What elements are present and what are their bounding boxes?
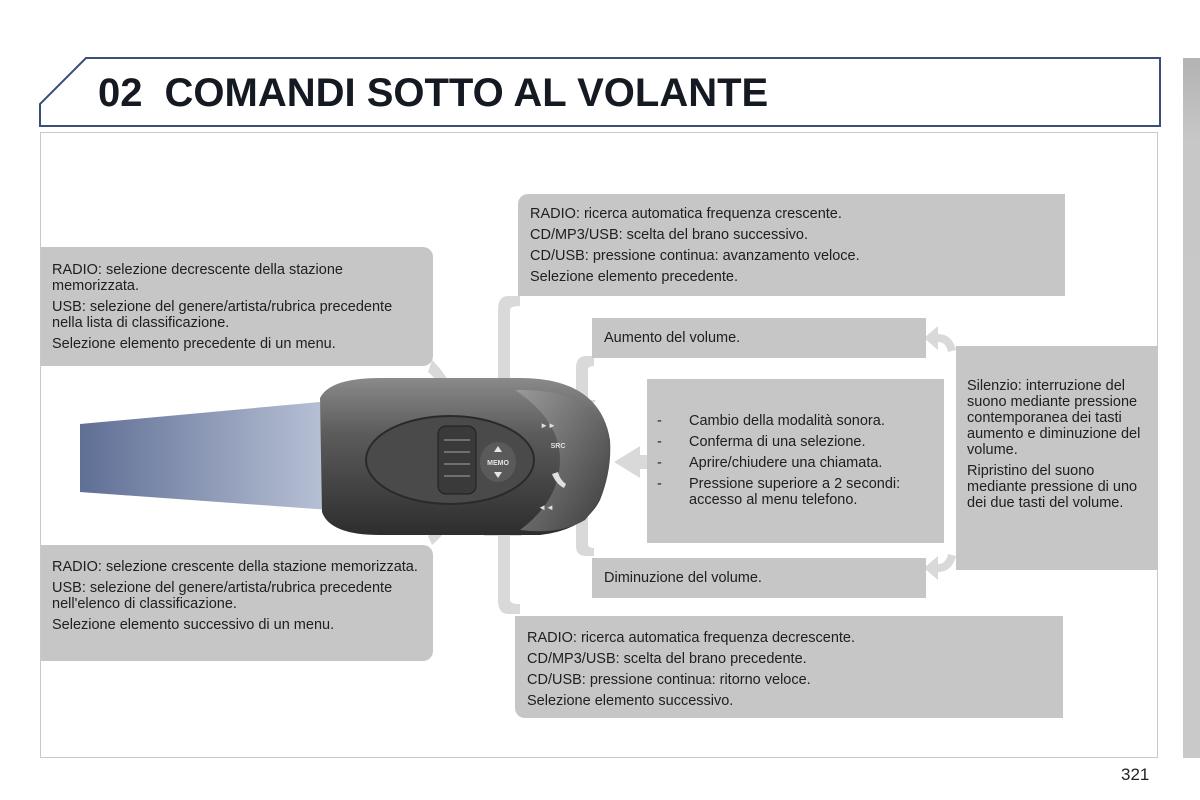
list-item: - Pressione superiore a 2 secondi: accesso al menu telefono. <box>657 476 901 508</box>
callout-line: USB: selezione del genere/artista/rubrica precedente nella lista di classificazione. <box>52 299 393 331</box>
callout-line: CD/MP3/USB: scelta del brano precedente. <box>527 651 807 667</box>
callout-line: CD/USB: pressione continua: ritorno veloce. <box>527 672 811 688</box>
chapter-title: COMANDI SOTTO AL VOLANTE <box>164 71 769 115</box>
callout-bottom-left <box>41 545 433 661</box>
src-label: SRC <box>550 443 566 450</box>
callout-volume-down <box>592 558 926 598</box>
chapter-number: 02 <box>98 71 143 115</box>
callout-line: Ripristino del suono mediante pressione di uno dei due tasti del volume. <box>967 463 1138 511</box>
callout-line: RADIO: ricerca automatica frequenza crescente. <box>530 206 842 222</box>
list-item: - Cambio della modalità sonora. <box>657 413 885 429</box>
callout-line: Selezione elemento precedente di un menu. <box>52 336 336 352</box>
stalk <box>80 402 330 510</box>
callout-volume-up <box>592 318 926 358</box>
callout-line: Diminuzione del volume. <box>604 570 762 586</box>
callout-line: Selezione elemento successivo. <box>527 693 734 709</box>
callout-top-left <box>41 247 433 366</box>
memo-label: MEMO <box>487 460 509 467</box>
center-list <box>647 413 932 508</box>
callout-line: RADIO: selezione crescente della stazione memorizzata. <box>52 559 418 575</box>
callout-top-right <box>518 194 1065 296</box>
callout-line: CD/USB: pressione continua: avanzamento veloce. <box>530 248 860 264</box>
callout-mute <box>956 346 1158 570</box>
callout-line: RADIO: ricerca automatica frequenza decrescente. <box>527 630 856 646</box>
callout-line: CD/MP3/USB: scelta del brano successivo. <box>530 227 809 243</box>
page-number: 321 <box>1121 765 1150 784</box>
callout-line: Selezione elemento precedente. <box>530 269 738 285</box>
callout-line: USB: selezione del genere/artista/rubrica precedente nell'elenco di classificazione. <box>52 580 393 612</box>
callout-center <box>647 379 944 543</box>
callout-line: Silenzio: interruzione del suono mediante pressione contemporanea dei tasti aumento e diminuzione del volume. <box>967 378 1141 458</box>
list-item: - Conferma di una selezione. <box>657 434 866 450</box>
prev-label: ◄◄ <box>538 503 554 512</box>
callout-line: RADIO: selezione decrescente della stazione memorizzata. <box>52 262 343 294</box>
thumb-wheel[interactable] <box>438 426 476 494</box>
list-item: - Aprire/chiudere una chiamata. <box>657 455 883 471</box>
callout-line: Selezione elemento successivo di un menu. <box>52 617 335 633</box>
callout-bottom-right <box>515 616 1063 718</box>
next-label: ►► <box>540 421 556 430</box>
callout-line: Aumento del volume. <box>604 330 741 346</box>
